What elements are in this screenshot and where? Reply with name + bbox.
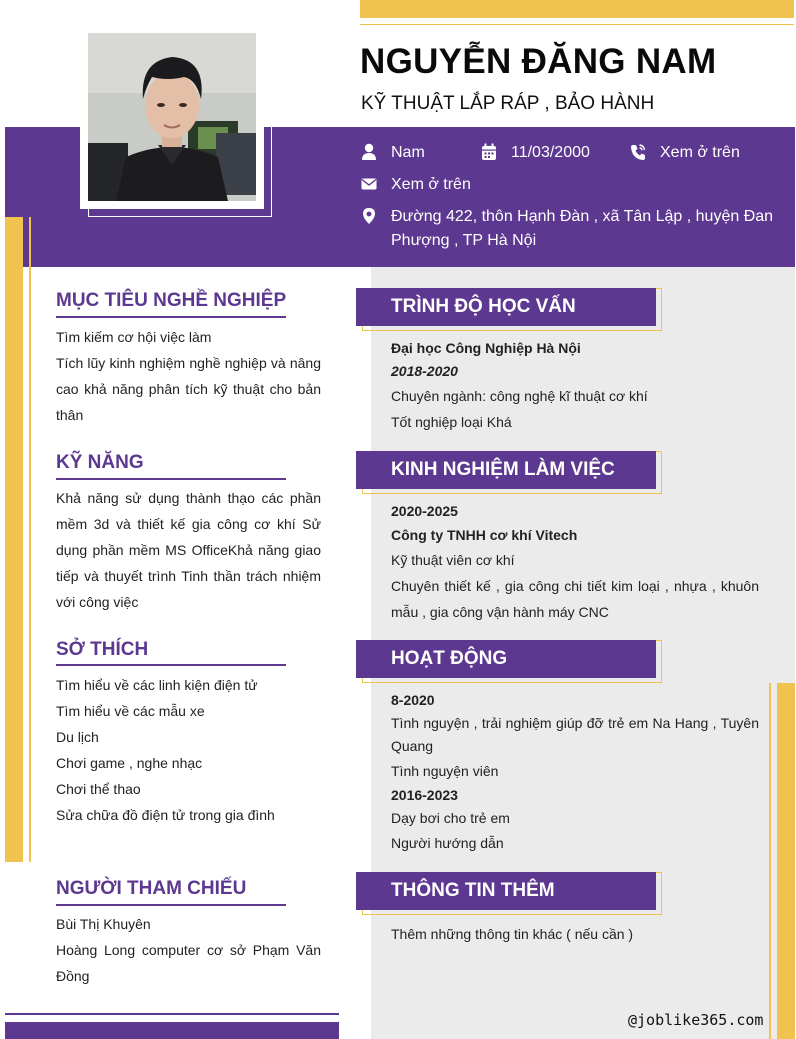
hobby-item: Sửa chữa đồ điện tử trong gia đình [56,807,275,823]
phone-value: Xem ở trên [660,144,740,161]
additional-text: Thêm những thông tin khác ( nếu cần ) [391,926,634,942]
calendar-icon [481,143,497,161]
left-accent-bar [5,217,23,862]
left-accent-line [29,217,31,862]
experience-description: Chuyên thiết kế , gia công chi tiết kim loại , nhựa , khuôn mẫu , gia công vận hành máy CNC [391,578,759,620]
experience-title: KINH NGHIỆM LÀM VIỆC [356,451,656,489]
education-title: TRÌNH ĐỘ HỌC VẤN [356,288,656,326]
hobby-item: Chơi thể thao [56,781,141,797]
contact-phone [630,143,780,165]
address-line-2: Phượng , TP Hà Nội [391,232,537,249]
education-school: Đại học Công Nghiệp Hà Nội [391,340,581,356]
right-accent-bar [777,683,795,1039]
references-underline [56,904,286,906]
hobby-item: Chơi game , nghe nhạc [56,755,203,771]
activity-1-period: 8-2020 [391,692,435,708]
top-accent-line [360,24,794,25]
education-period: 2018-2020 [391,363,458,379]
hobbies-list [56,672,321,828]
activity-1-role: Tình nguyện viên [391,763,499,779]
person-icon [361,143,377,161]
gender-value: Nam [391,144,425,161]
profile-photo-frame [80,25,264,209]
objective-title: MỤC TIÊU NGHỀ NGHIỆP [56,290,287,311]
contact-email [361,175,521,197]
right-accent-line [769,683,771,1039]
activities-body [391,689,759,856]
top-accent-bar [360,0,794,18]
email-icon [361,175,377,193]
education-body [391,337,759,435]
hobby-item: Tìm hiểu về các linh kiện điện tử [56,677,258,693]
reference-line-1: Bùi Thị Khuyên [56,916,151,932]
skills-text: Khả năng sử dụng thành thạo các phần mềm 3d và thiết kế gia công cơ khí Sử dụng phần mềm MS OfficeKhả năng giao tiếp và thuyết trình Tinh thần trách nhiệm với công việc [56,490,321,610]
contact-gender [361,143,481,165]
reference-line-2: Hoàng Long computer cơ sở Phạm Văn Đồng [56,942,321,984]
candidate-name: NGUYỄN ĐĂNG NAM [360,42,717,81]
bottom-accent-bar [5,1022,339,1039]
watermark: @joblike365.com [628,1011,764,1029]
experience-position: Kỹ thuật viên cơ khí [391,552,515,568]
profile-photo [88,33,256,201]
references-title: NGƯỜI THAM CHIẾU [56,878,247,899]
email-value: Xem ở trên [391,176,471,193]
address-line-1: Đường 422, thôn Hạnh Đàn , xã Tân Lập , huyện Đan [391,208,774,225]
activity-2-role: Người hướng dẫn [391,835,504,851]
additional-title: THÔNG TIN THÊM [356,872,656,910]
skills-body [56,485,321,615]
education-major: Chuyên ngành: công nghệ kĩ thuật cơ khí [391,388,648,404]
objective-body [56,324,321,428]
activity-2-description: Dạy bơi cho trẻ em [391,810,510,826]
experience-period: 2020-2025 [391,503,458,519]
phone-icon [630,143,646,161]
objective-line-2: Tích lũy kinh nghiệm nghề nghiệp và nâng cao khả năng phân tích kỹ thuật cho bản thân [56,355,321,423]
skills-title: KỸ NĂNG [56,452,144,473]
activities-title: HOẠT ĐỘNG [356,640,656,678]
job-title: KỸ THUẬT LẮP RÁP , BẢO HÀNH [361,93,655,114]
experience-company: Công ty TNHH cơ khí Vitech [391,527,578,543]
contact-address [361,207,781,255]
references-body [56,911,321,989]
skills-underline [56,478,286,480]
hobby-item: Du lịch [56,729,99,745]
education-grade: Tốt nghiệp loại Khá [391,414,512,430]
hobbies-title: SỞ THÍCH [56,639,149,660]
location-icon [361,207,377,225]
experience-body [391,499,759,625]
activity-1-description: Tình nguyện , trải nghiệm giúp đỡ trẻ em Na Hang , Tuyên Quang [391,715,759,754]
activity-2-period: 2016-2023 [391,787,458,803]
bottom-accent-line [5,1013,339,1015]
hobbies-underline [56,664,286,666]
hobby-item: Tìm hiểu về các mẫu xe [56,703,205,719]
objective-line-1: Tìm kiếm cơ hội việc làm [56,329,212,345]
additional-body [391,922,759,946]
objective-underline [56,316,286,318]
contact-birthday [481,143,621,165]
birthday-value: 11/03/2000 [511,144,590,161]
